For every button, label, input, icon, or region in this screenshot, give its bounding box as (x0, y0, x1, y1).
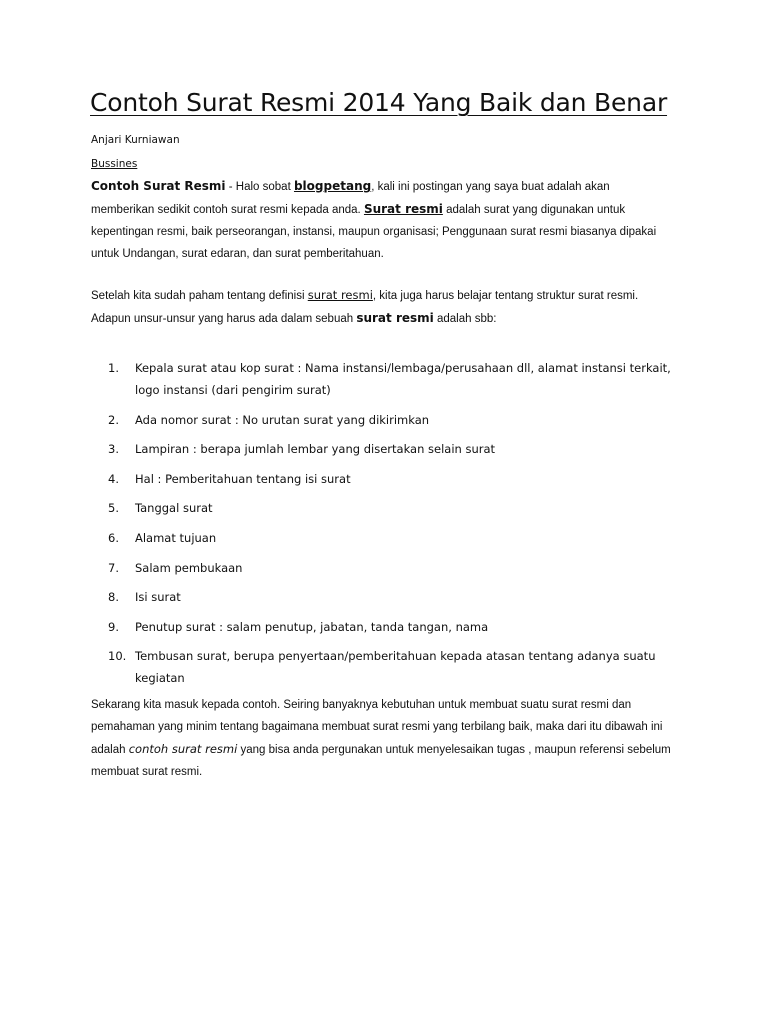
list-text: Kepala surat atau kop surat : Nama instansi/lembaga/perusahaan dll, alamat instansi terkait, logo instansi (dari pengirim surat) (135, 361, 671, 397)
intro-paragraph (91, 175, 676, 265)
list-item (108, 557, 683, 579)
structure-text-3: adalah sbb: (433, 313, 497, 325)
closing-paragraph (91, 694, 676, 783)
list-item (108, 616, 683, 638)
document-title: Contoh Surat Resmi 2014 Yang Baik dan Benar (90, 88, 668, 117)
list-item (108, 586, 683, 608)
list-number: 7. (108, 560, 119, 575)
list-text: Tembusan surat, berupa penyertaan/pemberitahuan kepada atasan tentang adanya suatu kegiatan (135, 649, 656, 686)
closing-term: contoh surat resmi (128, 742, 238, 756)
list-item (108, 438, 683, 460)
list-item (108, 645, 683, 689)
list-text: Tanggal surat (135, 501, 213, 516)
intro-text-1: - Halo sobat (225, 181, 294, 193)
list-item (108, 497, 683, 519)
list-number: 5. (108, 501, 119, 516)
list-text: Ada nomor surat : No urutan surat yang dikirimkan (135, 412, 430, 427)
list-number: 8. (108, 590, 119, 605)
list-text: Isi surat (135, 590, 181, 605)
closing-text-1: Sekarang kita masuk kepada contoh. Seiring banyaknya kebutuhan untuk membuat suatu surat resmi dan pemahaman yang minim tentang bagaimana membuat surat resmi yang terbilang baik, maka dari itu dibawah ini adalah (91, 699, 663, 756)
list-item (108, 527, 683, 549)
list-item (108, 409, 683, 431)
surat-resmi-link[interactable]: surat resmi (307, 288, 373, 302)
list-text: Penutup surat : salam penutup, jabatan, tanda tangan, nama (135, 619, 489, 634)
list-text: Salam pembukaan (135, 560, 243, 575)
blogpetang-link[interactable]: blogpetang (293, 179, 372, 193)
list-item (108, 468, 683, 490)
list-number: 2. (108, 412, 119, 427)
list-number: 1. (108, 361, 119, 375)
lead-term: Contoh Surat Resmi (91, 179, 226, 193)
structure-list (108, 357, 683, 697)
structure-paragraph (91, 284, 676, 330)
list-number: 10. (108, 649, 127, 664)
list-text: Lampiran : berapa jumlah lembar yang disertakan selain surat (135, 442, 496, 457)
list-text: Hal : Pemberitahuan tentang isi surat (135, 471, 351, 486)
intro-text-3: adalah surat yang digunakan untuk kepentingan resmi, baik perseorangan, instansi, maupun organisasi; Penggunaan surat resmi biasanya dipakai untuk Undangan, surat edaran, dan surat pemberitahuan. (91, 204, 657, 260)
structure-text-2: , kita juga harus belajar tentang struktur surat resmi. Adapun unsur-unsur yang harus ada dalam sebuah (91, 290, 639, 325)
list-number: 4. (108, 471, 119, 486)
surat-resmi-term[interactable]: Surat resmi (363, 202, 443, 216)
list-number: 9. (108, 619, 119, 634)
list-number: 3. (108, 442, 119, 457)
list-number: 6. (108, 530, 119, 545)
list-text: Alamat tujuan (135, 530, 217, 545)
author-name: Anjari Kurniawan (91, 134, 180, 146)
list-item (108, 357, 683, 401)
structure-term: surat resmi (356, 311, 434, 325)
intro-text-2: , kali ini postingan yang saya buat adalah akan memberikan sedikit contoh surat resmi kepada anda. (91, 181, 610, 216)
structure-text-1: Setelah kita sudah paham tentang definisi (91, 290, 308, 302)
closing-text-2: yang bisa anda pergunakan untuk menyelesaikan tugas , maupun referensi sebelum membuat surat resmi. (91, 744, 671, 778)
category-link[interactable]: Bussines (91, 158, 138, 170)
